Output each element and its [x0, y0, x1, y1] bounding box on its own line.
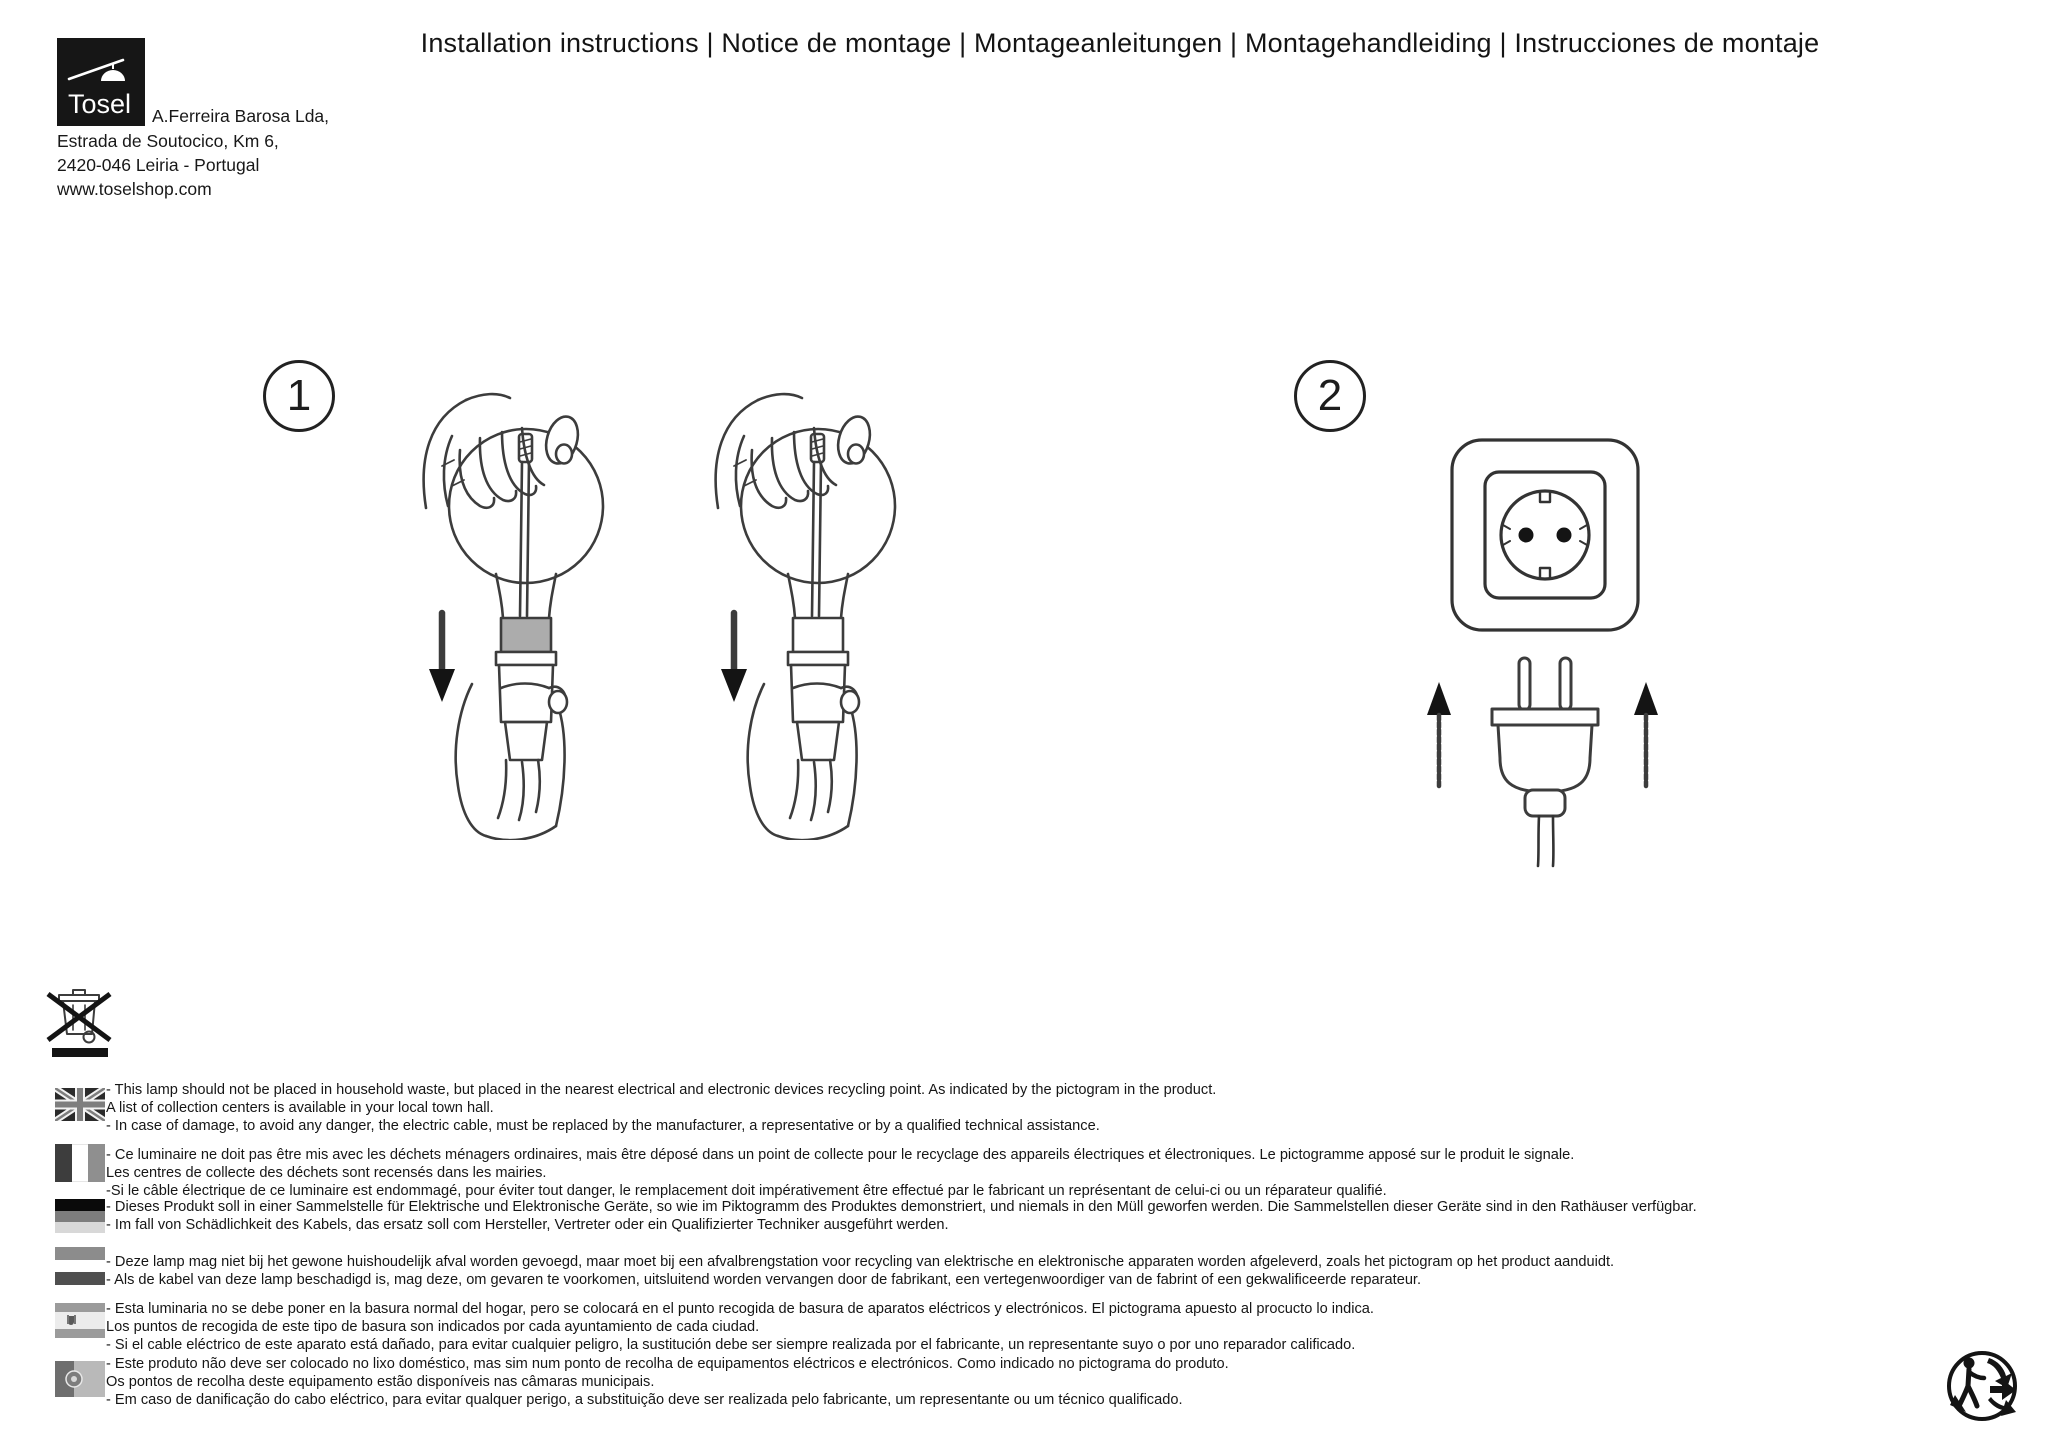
- tosel-pendant-lamp-logo: [57, 38, 145, 126]
- notice-line: Les centres de collecte des déchets sont recensés dans les mairies.: [106, 1165, 547, 1181]
- address-line: Estrada de Soutocico, Km 6,: [57, 131, 279, 151]
- notice-line: - Als de kabel van deze lamp beschadigd is, mag deze, om gevaren te voorkomen, uitsluitend worden vervangen door de fabrikant, een vertegenwoordiger van de fabrint of een gekwalificeerde reparateur.: [106, 1272, 1422, 1288]
- notice-line: - In case of damage, to avoid any danger, the electric cable, must be replaced by the manufacturer, a representative or by a qualified technical assistance.: [106, 1118, 1100, 1134]
- weee-crossed-out-bin-icon: [42, 984, 118, 1060]
- logo-text: Tosel: [68, 89, 132, 119]
- notice-line: - This lamp should not be placed in household waste, but placed in the nearest electrical and electronic devices recycling point. As indicated by the pictogram in the product.: [106, 1082, 1217, 1098]
- notice-spanish: [106, 1300, 1956, 1354]
- wall-socket-and-plug-icon: [1392, 428, 1692, 868]
- step-1-number: 1: [286, 371, 312, 420]
- step-2-number: 2: [1317, 371, 1343, 420]
- netherlands-flag-icon: [55, 1247, 105, 1285]
- germany-flag-icon: [55, 1199, 105, 1233]
- hand-screwing-bulb-icon: [700, 388, 940, 840]
- spain-flag-icon: [55, 1303, 105, 1338]
- doc-title: Installation instructions | Notice de montage | Montageanleitungen | Montagehandleiding | Instrucciones de montaje: [420, 28, 1820, 58]
- notice-line: A list of collection centers is available in your local town hall.: [106, 1100, 494, 1116]
- uk-flag-icon: [55, 1088, 105, 1121]
- notice-line: Os pontos de recolha deste equipamento estão disponíveis nas câmaras municipais.: [106, 1374, 655, 1390]
- triman-recycling-icon: [1942, 1348, 2022, 1424]
- notice-dutch: [106, 1253, 1956, 1289]
- notice-line: - Este produto não deve ser colocado no lixo doméstico, mas sim num ponto de recolha de equipamentos eléctricos e electrónicos. Como indicado no pictograma do produto.: [106, 1356, 1229, 1372]
- step-1-badge: [263, 360, 335, 432]
- notice-english: [106, 1081, 1956, 1135]
- notice-line: - Si el cable eléctrico de este aparato está dañado, para evitar cualquier peligro, la sustitución debe ser siempre realizada por el fabricante, un representante suyo o por uno reparador calificado.: [106, 1337, 1356, 1353]
- notice-line: - Deze lamp mag niet bij het gewone huishoudelijk afval worden gevoegd, maar moet bij een afvalbrengstation voor recycling van elektrische en elektronische apparaten worden afgeleverd, zoals het pictogram op het product aanduidt.: [106, 1254, 1615, 1270]
- notice-portuguese: [106, 1355, 1956, 1409]
- notice-french: [106, 1146, 1956, 1200]
- france-flag-icon: [55, 1144, 105, 1182]
- notice-german: [106, 1198, 1956, 1234]
- notice-line: - Im fall von Schädlichkeit des Kabels, das ersatz soll com Hersteller, Vertreter oder ein Qualifizierter Techniker ausgeführt werden.: [106, 1217, 949, 1233]
- notice-line: - Esta luminaria no se debe poner en la basura normal del hogar, pero se colocará en el punto recogida de basura de aparatos eléctricos y electrónicos. El pictograma apuesto al procucto lo indica.: [106, 1301, 1374, 1317]
- notice-line: - Ce luminaire ne doit pas être mis avec les déchets ménagers ordinaires, mais être déposé dans un point de collecte pour le recyclage des appareils électriques et électroniques. Le pictogramme apposé sur le produit le signale.: [106, 1147, 1575, 1163]
- hand-screwing-bulb-icon: [408, 388, 648, 840]
- notice-line: - Dieses Produkt soll in einer Sammelstelle für Elektrische und Elektronische Geräte, so wie im Piktogramm des Produktes demonstriert, und niemals in den Müll geworfen werden. Die Sammelstellen dieser Geräte sind in den Rathäuser verfügbar.: [106, 1199, 1697, 1215]
- notice-line: Los puntos de recogida de este tipo de basura son indicados por cada ayuntamiento de cada ciudad.: [106, 1319, 760, 1335]
- notice-line: - Em caso de danificação do cabo eléctrico, para evitar qualquer perigo, a substituição deve ser realizada pelo fabricante, um representante ou um técnico qualificado.: [106, 1392, 1183, 1408]
- address-city: 2420-046 Leiria - Portugal: [57, 155, 260, 175]
- step-2-badge: [1294, 360, 1366, 432]
- notice-line: -Si le câble électrique de ce luminaire est endommagé, pour éviter tout danger, le remplacement doit impérativement être effectué par le fabricant un représentant de celui-ci ou un réparateur qualifié.: [106, 1183, 1387, 1199]
- portugal-flag-icon: [55, 1361, 105, 1397]
- website-url: www.toselshop.com: [57, 179, 212, 199]
- company-name: A.Ferreira Barosa Lda,: [152, 106, 330, 126]
